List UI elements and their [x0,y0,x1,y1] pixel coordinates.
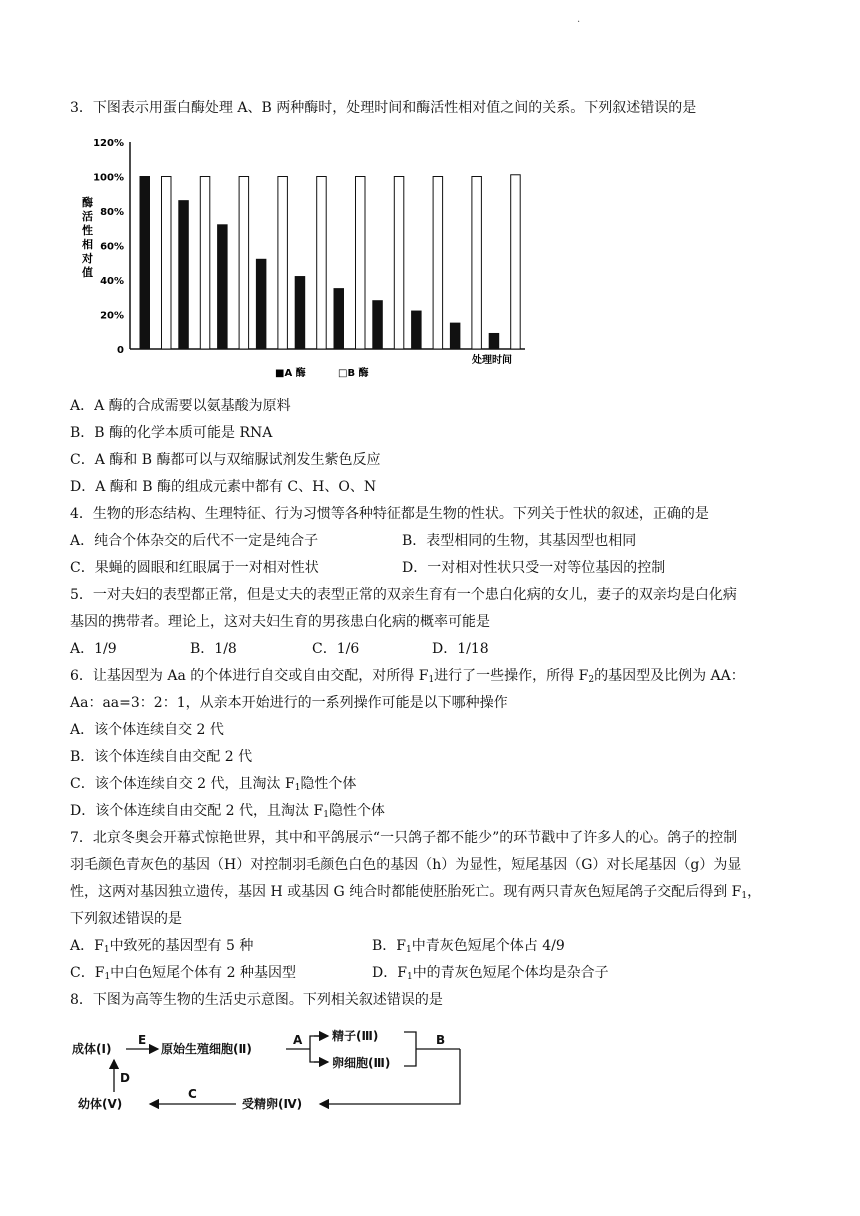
q7-option-d-sub: 1 [406,972,413,982]
q7-option-d-text: D．F [372,965,407,981]
q5-option-d: D．1/18 [432,641,489,657]
bar-enzyme-b [162,177,172,350]
node-adult: 成体(Ⅰ) [72,1042,112,1056]
chart-xlabel: 处理时间 [472,355,512,366]
q3-option-b: B．B 酶的化学本质可能是 RNA [70,425,273,441]
q6-option-b: B．该个体连续自由交配 2 代 [70,749,253,765]
q6-line1 [70,666,745,686]
bar-enzyme-b [472,177,482,350]
q6-option-c [70,774,356,794]
q6-option-a: A．该个体连续自交 2 代 [70,722,224,738]
q4-option-b: B．表型相同的生物，其基因型也相同 [402,533,637,549]
q7-option-a [70,936,253,956]
bar-enzyme-a [373,301,383,349]
q6-option-c-tail: 隐性个体 [300,776,357,792]
q7-line3-sub: 1 [741,891,748,901]
q7-line3 [70,882,761,902]
q6-line1-part1: 6．让基因型为 Aa 的个体进行自交或自由交配，对所得 F [70,668,429,684]
q7-option-b [372,936,565,956]
q6-option-c-sub: 1 [294,783,301,793]
q7-line1: 7．北京冬奥会开幕式惊艳世界，其中和平鸽展示“一只鸽子都不能少”的环节戳中了许多人的心。鸽子的控制 [70,830,738,846]
bar-enzyme-b [278,177,288,350]
bar-enzyme-a [412,311,422,349]
legend-b: □B 酶 [338,368,369,379]
q3-option-a: A．A 酶的合成需要以氨基酸为原料 [70,398,291,414]
y-label-char: 相 [82,238,93,251]
q6-sub-f2: 2 [588,675,595,685]
q5-option-a: A．1/9 [70,641,117,657]
q5-line1: 5．一对夫妇的表型都正常，但是丈夫的表型正常的双亲生育有一个患白化病的女儿，妻子的双亲均是白化病 [70,587,737,603]
y-tick-label: 60% [100,241,124,253]
q7-option-b-tail: 中青灰色短尾个体占 4/9 [411,938,565,954]
y-tick-label: 40% [100,276,124,287]
bar-enzyme-a [489,333,499,349]
q6-line1-part3: 的基因型及比例为 AA： [594,668,745,684]
q4-option-a: A．纯合个体杂交的后代不一定是纯合子 [70,533,319,549]
q4-option-d: D．一对相对性状只受一对等位基因的控制 [402,560,666,576]
label-c: C [188,1087,197,1101]
node-primordial: 原始生殖细胞(Ⅱ) [161,1042,252,1056]
label-a: A [293,1033,303,1047]
q3-stem: 3．下图表示用蛋白酶处理 A、B 两种酶时，处理时间和酶活性相对值之间的关系。下列叙述错误的是 [70,100,697,116]
bar-enzyme-a [256,259,266,349]
bracket-join [404,1032,416,1066]
y-label-char: 值 [82,266,93,279]
bar-enzyme-b [317,177,327,350]
y-label-char: 性 [82,224,93,237]
label-d: D [120,1071,130,1085]
chart-ylabel [81,195,93,279]
y-label-char: 活 [82,210,93,223]
q6-option-d-text: D．该个体连续自由交配 2 代，且淘汰 F [70,803,324,819]
bar-enzyme-a [295,277,305,349]
q7-option-c-tail: 中白色短尾个体有 2 种基因型 [110,965,296,981]
q6-sub-f1: 1 [428,675,435,685]
y-label-char: 对 [82,252,93,265]
bar-enzyme-a [450,323,460,349]
q7-line3-text: 性，这两对基因独立遗传，基因 H 或基因 G 纯合时都能使胚胎死亡。现有两只青灰色短尾鸽子交配后得到 F [70,884,742,900]
q7-option-a-tail: 中致死的基因型有 5 种 [109,938,254,954]
bar-enzyme-b [394,177,404,350]
header-dot: . [577,14,581,25]
chart-bars [140,175,520,349]
chart-y-ticks [93,138,124,356]
q6-line1-part2: 进行了一些操作，所得 F [434,668,589,684]
q7-option-d [372,963,609,983]
bar-enzyme-b [511,175,521,349]
bar-enzyme-b [200,177,210,350]
node-juvenile: 幼体(Ⅴ) [78,1097,123,1111]
y-tick-label: 0 [117,345,124,356]
bracket-fork [310,1036,320,1062]
node-sperm: 精子(Ⅲ) [332,1029,379,1043]
q6-option-d-tail: 隐性个体 [328,803,385,819]
y-label-char: 酶 [82,196,93,209]
bar-enzyme-b [239,177,249,350]
y-tick-label: 100% [93,172,124,184]
q7-line4: 下列叙述错误的是 [70,911,182,927]
q3-option-c: C．A 酶和 B 酶都可以与双缩脲试剂发生紫色反应 [70,452,381,468]
q7-line2: 羽毛颜色青灰色的基因（H）对控制羽毛颜色白色的基因（h）为显性，短尾基因（G）对长尾基因（g）为显 [70,857,742,873]
q8-stem: 8．下图为高等生物的生活史示意图。下列相关叙述错误的是 [70,992,443,1008]
q6-option-d [70,801,385,821]
bar-enzyme-a [179,201,189,349]
q7-option-c-text: C．F [70,965,105,981]
bar-enzyme-a [140,177,150,350]
y-tick-label: 20% [100,310,124,322]
q6-option-d-sub: 1 [323,810,329,820]
q7-option-a-sub: 1 [103,945,110,955]
q5-option-b: B．1/8 [190,641,237,657]
q6-option-c-text: C．该个体连续自交 2 代，且淘汰 F [70,776,295,792]
q7-option-b-text: B．F [372,938,407,954]
q7-option-a-text: A．F [70,938,104,954]
bar-enzyme-b [433,177,443,350]
q5-line2: 基因的携带者。理论上，这对夫妇生育的男孩患白化病的概率可能是 [70,614,490,630]
q7-option-c-sub: 1 [104,972,111,982]
node-egg: 卵细胞(Ⅲ) [332,1056,391,1070]
y-tick-label: 120% [93,138,124,149]
q5-option-c: C．1/6 [312,641,360,657]
q6-line2: Aa：aa=3：2：1，从亲本开始进行的一系列操作可能是以下哪种操作 [70,695,508,711]
bar-enzyme-b [356,177,366,350]
q7-line3-tail: ， [747,884,762,900]
q3-option-d: D．A 酶和 B 酶的组成元素中都有 C、H、O、N [70,479,377,495]
q7-option-b-sub: 1 [406,945,412,955]
label-b: B [436,1033,446,1047]
y-tick-label: 80% [100,207,124,218]
q7-option-d-tail: 中的青灰色短尾个体均是杂合子 [412,965,609,981]
bar-enzyme-a [218,225,228,349]
q7-option-c [70,963,296,983]
q4-stem: 4．生物的形态结构、生理特征、行为习惯等各种特征都是生物的性状。下列关于性状的叙述，正确的是 [70,506,709,522]
q4-option-c: C．果蝇的圆眼和红眼属于一对相对性状 [70,560,319,576]
enzyme-activity-chart [70,128,530,390]
legend-a: ■A 酶 [275,368,306,379]
label-e: E [138,1033,147,1047]
bar-enzyme-a [334,289,344,349]
node-zygote: 受精卵(Ⅳ) [242,1097,303,1111]
life-cycle-diagram [70,1022,470,1117]
